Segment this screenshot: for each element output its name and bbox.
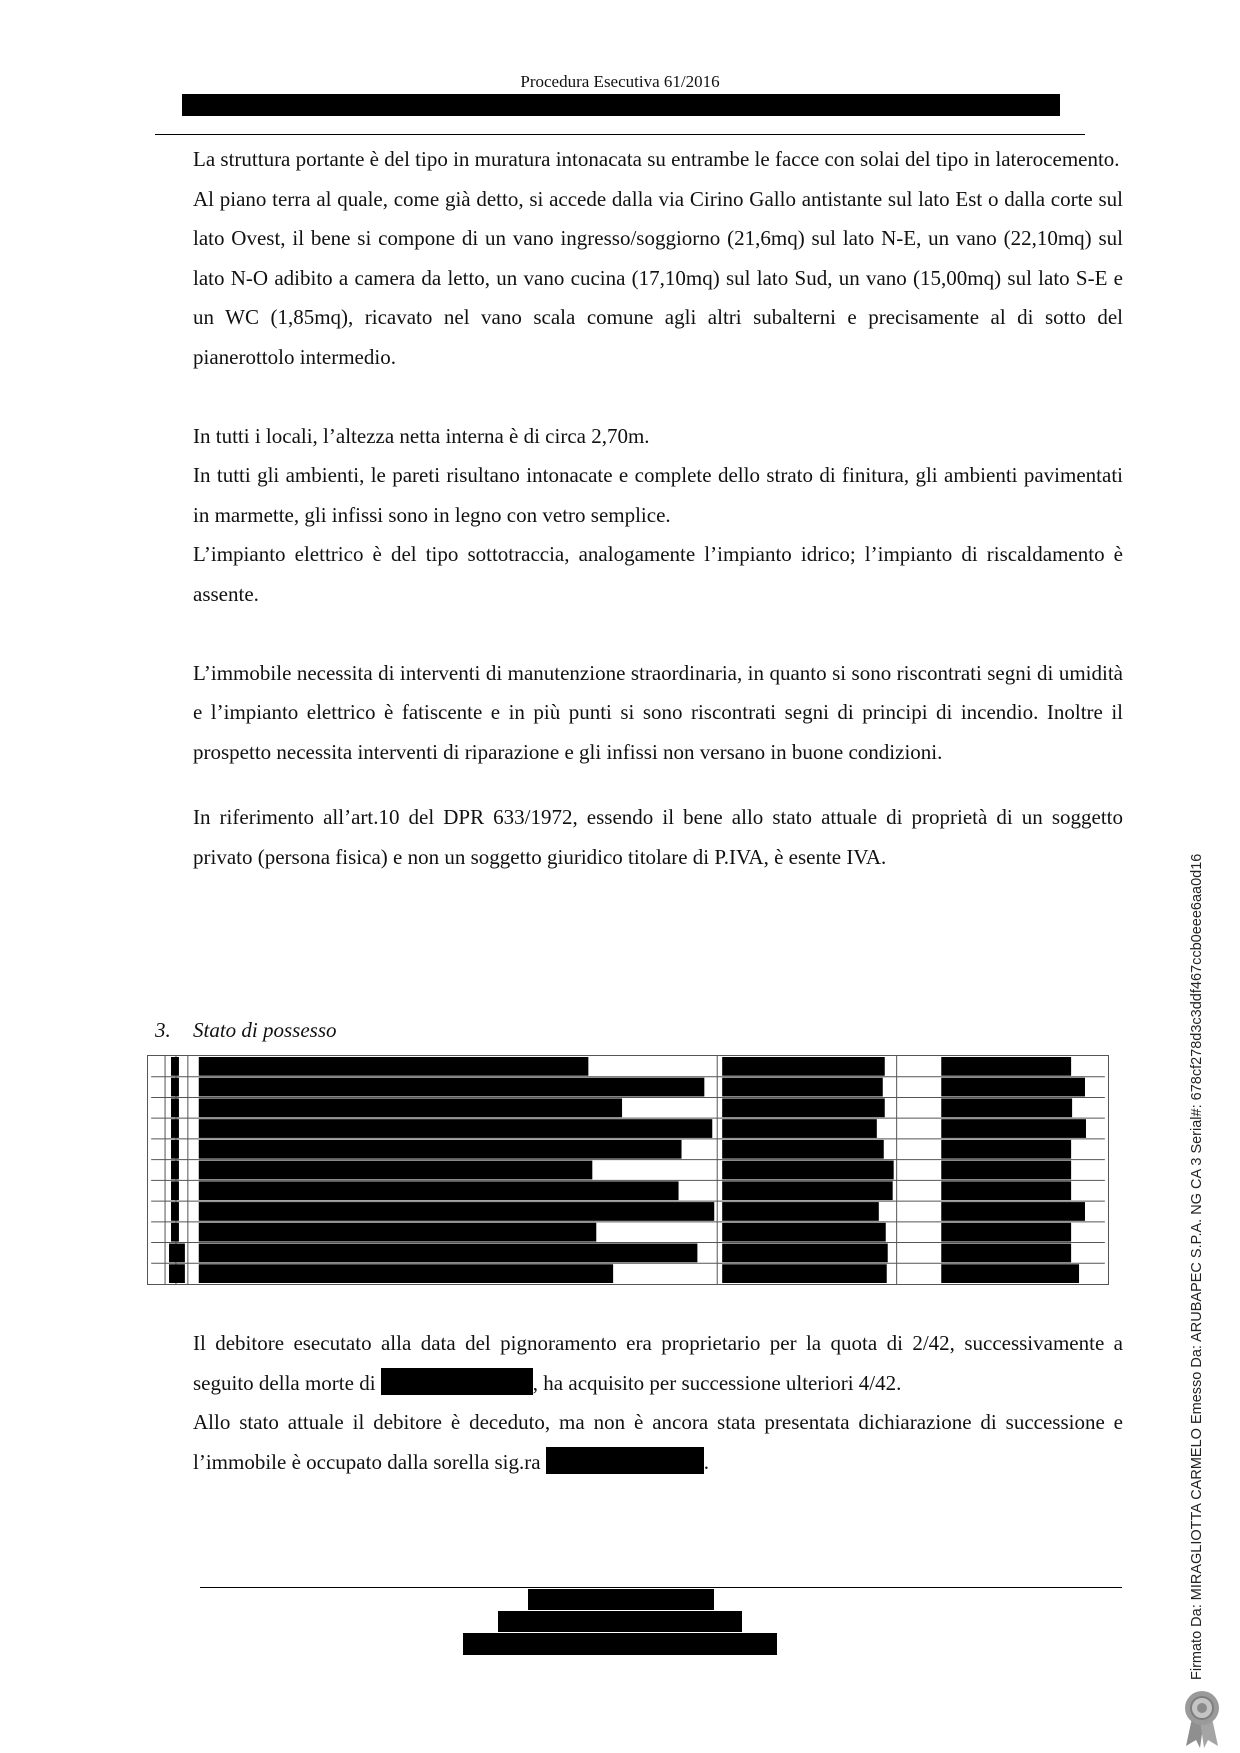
redacted-column-4 — [941, 1264, 1079, 1283]
redacted-owner-name — [199, 1161, 593, 1180]
redacted-owner-name — [199, 1223, 597, 1242]
redacted-column-4 — [941, 1244, 1071, 1263]
redacted-row-number — [171, 1140, 179, 1159]
paragraph-structure: La struttura portante è del tipo in muratura intonacata su entrambe le facce con solai del tipo in laterocemento. — [193, 147, 1120, 171]
paragraph-finishes: In tutti gli ambienti, le pareti risultano intonacate e complete dello strato di finitura, gli ambienti pavimentati in marmette, gli infissi sono in legno con vetro semplice. — [193, 463, 1123, 527]
occupancy-text-end: . — [703, 1449, 710, 1474]
redacted-column-3 — [722, 1202, 879, 1221]
redacted-column-4 — [941, 1098, 1072, 1117]
body-text-upper — [193, 140, 1123, 877]
redacted-column-4 — [941, 1181, 1071, 1200]
section-title: Stato di possesso — [193, 1018, 337, 1042]
redacted-column-4 — [941, 1140, 1071, 1159]
redacted-column-4 — [941, 1161, 1071, 1180]
footer-rule — [200, 1587, 1122, 1588]
redacted-owner-name — [199, 1140, 682, 1159]
redacted-row-number — [171, 1223, 179, 1242]
table-redactions — [169, 1057, 1086, 1283]
redacted-column-3 — [722, 1223, 886, 1242]
redacted-owner-name — [199, 1057, 589, 1076]
paragraph-ownership — [193, 1324, 1123, 1403]
paragraph-ground-floor: Al piano terra al quale, come già detto, si accede dalla via Cirino Gallo antistante sul lato Est o dalla corte sul lato Ovest, il bene si compone di un vano ingresso/soggiorno (21,6mq) sul lato N-E, un vano (22,10mq) sul lato N-O adibito a camera da letto, un vano cucina (17,10mq) sul lato Sud, un vano (15,00mq) sul lato S-E e un WC (1,85mq), ricavato nel vano scala comune agli altri subalterni e precisamente al di sotto del pianerottolo intermedio. — [193, 186, 1123, 369]
footer-redaction-3 — [463, 1633, 777, 1655]
redacted-column-4 — [941, 1202, 1085, 1221]
redacted-name-1 — [381, 1368, 533, 1395]
redacted-column-3 — [722, 1078, 883, 1097]
redacted-owner-name — [199, 1202, 714, 1221]
seal-icon — [1182, 1688, 1222, 1750]
redacted-column-4 — [941, 1057, 1071, 1076]
redacted-column-4 — [941, 1119, 1086, 1138]
possession-table — [147, 1055, 1109, 1285]
paragraph-vat: In riferimento all’art.10 del DPR 633/1972, essendo il bene allo stato attuale di proprietà di un soggetto privato (persona fisica) e non un soggetto giuridico titolare di P.IVA, è esente IVA. — [193, 805, 1123, 869]
redacted-row-number — [171, 1119, 179, 1138]
redacted-column-3 — [722, 1244, 888, 1263]
redacted-row-number — [171, 1098, 179, 1117]
redacted-owner-name — [199, 1244, 698, 1263]
header-rule — [155, 134, 1085, 135]
header-title: Procedura Esecutiva 61/2016 — [520, 72, 720, 91]
footer-redaction-1 — [528, 1589, 714, 1610]
redacted-row-number — [171, 1181, 179, 1200]
redacted-owner-name — [199, 1119, 712, 1138]
body-text-lower — [193, 1324, 1123, 1482]
redacted-column-3 — [722, 1140, 884, 1159]
footer-redaction-2 — [498, 1611, 742, 1632]
paragraph-systems: L’impianto elettrico è del tipo sottotraccia, analogamente l’impianto idrico; l’impianto di riscaldamento è assente. — [193, 542, 1123, 606]
section-heading — [155, 1012, 337, 1048]
occupancy-text-start: Allo stato attuale il debitore è deceduto, ma non è ancora stata presentata dichiarazione di successione e l’immobile è occupato dalla sorella sig.ra — [193, 1410, 1123, 1474]
ownership-text-end: , ha acquisito per successione ulteriori 4/42. — [532, 1370, 902, 1395]
redacted-owner-name — [199, 1098, 622, 1117]
redacted-column-3 — [722, 1098, 885, 1117]
redacted-column-3 — [722, 1057, 885, 1076]
paragraph-height: In tutti i locali, l’altezza netta interna è di circa 2,70m. — [193, 423, 650, 448]
redacted-column-3 — [722, 1181, 893, 1200]
redacted-row-number — [169, 1264, 185, 1283]
redacted-owner-name — [199, 1078, 705, 1097]
paragraph-maintenance: L’immobile necessita di interventi di manutenzione straordinaria, in quanto si sono riscontrati segni di umidità e l’impianto elettrico è fatiscente e in più punti si sono riscontrati segni di principi di incendio. Inoltre il prospetto necessita interventi di riparazione e gli infissi non versano in buone condizioni. — [193, 660, 1123, 764]
ownership-text-start: Il debitore esecutato alla data del pignoramento era proprietario per la quota di 2/42, successivamente a seguito della morte di — [193, 1331, 1123, 1395]
paragraph-occupancy — [193, 1403, 1123, 1482]
redacted-row-number — [171, 1078, 179, 1097]
redacted-column-3 — [722, 1161, 893, 1180]
redacted-column-4 — [941, 1223, 1071, 1242]
digital-signature-text: Firmato Da: MIRAGLIOTTA CARMELO Emesso Da: ARUBAPEC S.P.A. NG CA 3 Serial#: 678cf278d3c3ddf467ccb0eee6aa0d16 — [1189, 853, 1205, 1680]
redacted-owner-name — [199, 1264, 613, 1283]
section-number: 3. — [155, 1018, 171, 1042]
redacted-row-number — [171, 1057, 179, 1076]
header-redaction-bar — [182, 94, 1060, 116]
redacted-column-3 — [722, 1119, 877, 1138]
redacted-row-number — [171, 1202, 179, 1221]
redacted-owner-name — [199, 1181, 679, 1200]
redacted-row-number — [171, 1161, 179, 1180]
redacted-column-4 — [941, 1078, 1085, 1097]
redacted-row-number — [169, 1244, 185, 1263]
redacted-name-2 — [546, 1447, 704, 1474]
redacted-column-3 — [722, 1264, 887, 1283]
